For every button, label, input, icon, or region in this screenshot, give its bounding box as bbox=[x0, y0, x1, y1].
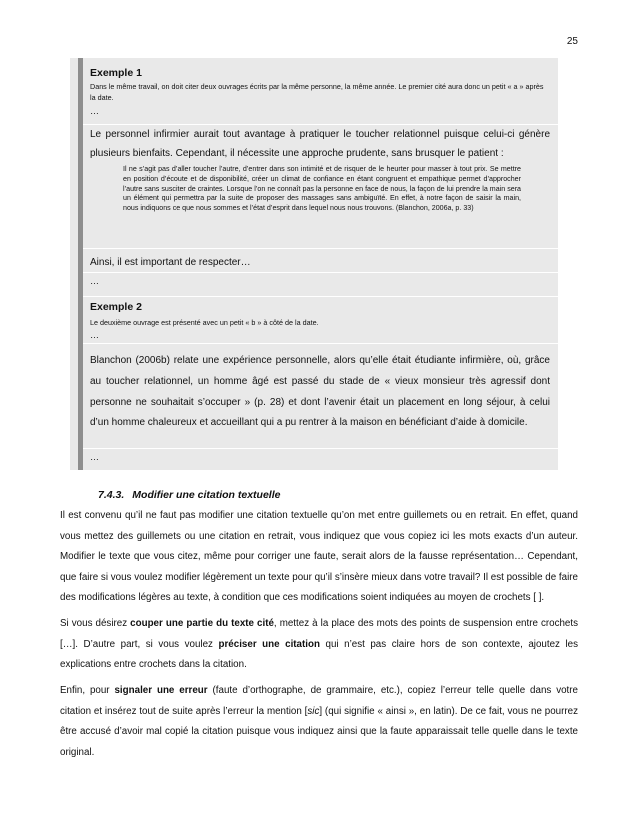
ellipsis: … bbox=[90, 330, 99, 340]
example-1-paragraph: Le personnel infirmier aurait tout avantage à pratiquer le toucher relationnel puisque celui-ci génère plusieurs bienfaits. Cependant, il nécessite une approche prudente, sans brusquer le patient : bbox=[90, 129, 550, 159]
paragraph-2-text: Si vous désirez bbox=[60, 618, 131, 629]
example-separator bbox=[83, 272, 558, 273]
section-heading bbox=[98, 489, 280, 501]
paragraph-3 bbox=[60, 681, 578, 763]
section-number: 7.4.3. bbox=[98, 489, 125, 501]
paragraph-3-text: Enfin, pour bbox=[60, 685, 115, 696]
paragraph-3-bold: signaler une erreur bbox=[114, 685, 208, 696]
example-separator bbox=[83, 296, 558, 297]
paragraph-2-text: qui n’est pas claire hors de son contexte, ajoutez les explications entre crochets dans la citation. bbox=[60, 638, 578, 670]
page-number: 25 bbox=[566, 36, 578, 47]
paragraph-2-text: , mettez à la place des mots des points de suspension entre crochets […]. D’autre part, si vous voulez bbox=[60, 618, 578, 650]
section-title: Modifier une citation textuelle bbox=[132, 489, 281, 501]
ellipsis: … bbox=[90, 452, 99, 462]
paragraph-3-italic: sic bbox=[307, 705, 320, 717]
ellipsis: … bbox=[90, 106, 99, 116]
example-separator bbox=[83, 343, 558, 344]
example-box-bar bbox=[78, 58, 83, 470]
paragraph-2-bold: couper une partie du texte cité bbox=[130, 618, 274, 629]
example-2-paragraph: Blanchon (2006b) relate une expérience personnelle, alors qu’elle était étudiante infirmière, où, grâce au toucher relationnel, un homme âgé est passé du stade de « vieux monsieur très agressif dont personne ne souhaitait s’occuper » (p. 28) et dont l’avenir était un placement en long séjour, à celui d’un homme chaleureux et accueillant qui a pu rentrer à la maison en bénéficiant d’aide à domicile. bbox=[90, 355, 550, 429]
example-1-title: Exemple 1 bbox=[90, 67, 142, 79]
example-1-after-text: Ainsi, il est important de respecter… bbox=[90, 257, 251, 268]
example-2-description: Le deuxième ouvrage est présenté avec un petit « b » à côté de la date. bbox=[90, 318, 319, 327]
paragraph-1: Il est convenu qu’il ne faut pas modifier une citation textuelle qu’on met entre guillemets ou en retrait. En effet, quand vous mettez des guillemets ou une citation en retrait, vous indiquez que vous copiez ici les mots exacts d’un auteur. Modifier le texte que vous citez, même pour corriger une faute, serait alors de la fausse représentation… Cependant, que faire si vous voulez modifier légèrement un texte pour qu’il s’insère mieux dans votre travail? Il est possible de faire des modifications légères au texte, à condition que ces modifications soient indiquées au moyen de crochets [ ]. bbox=[60, 510, 578, 603]
paragraph-3-text: (faute d’orthographe, de grammaire, etc.), copiez l’erreur telle quelle dans votre citation et insérez tout de suite après l’erreur la mention [ bbox=[60, 685, 578, 717]
example-separator bbox=[83, 248, 558, 249]
paragraph-2 bbox=[60, 614, 578, 676]
example-1-description: Dans le même travail, on doit citer deux ouvrages écrits par la même personne, la même année. Le premier cité aura donc un petit « a » après la date. bbox=[90, 82, 544, 102]
paragraph-3-text: ] (qui signifie « ainsi », en latin). De ce fait, vous ne pourrez être accusé d’avoir mal copié la citation puisque vous indiquez ainsi que la faute apparaissait telle quelle dans le texte original. bbox=[60, 705, 578, 758]
example-separator bbox=[83, 448, 558, 449]
paragraph-2-bold: préciser une citation bbox=[218, 638, 320, 650]
example-2-title: Exemple 2 bbox=[90, 301, 142, 313]
block-quote: Il ne s’agit pas d’aller toucher l’autre, d’entrer dans son intimité et de risquer de le heurter pour masser à tout prix. Se mettre en position d’écoute et de disponibilité, créer un climat de confiance en étant congruent et empathique permet d’approcher l’autre sans susciter de craintes. Lorsque l’on ne connaît pas la personne en face de nous, la façon de lui prendre la main sera un élément qui permettra par la suite de proposer des massages sans ambiguïté. En effet, à notre façon de saisir la main, nous indiquons ce que nous sommes et l’état d’esprit dans lequel nous nous trouvons. (Blanchon, 2006a, p. 33) bbox=[123, 165, 521, 213]
ellipsis: … bbox=[90, 276, 99, 286]
